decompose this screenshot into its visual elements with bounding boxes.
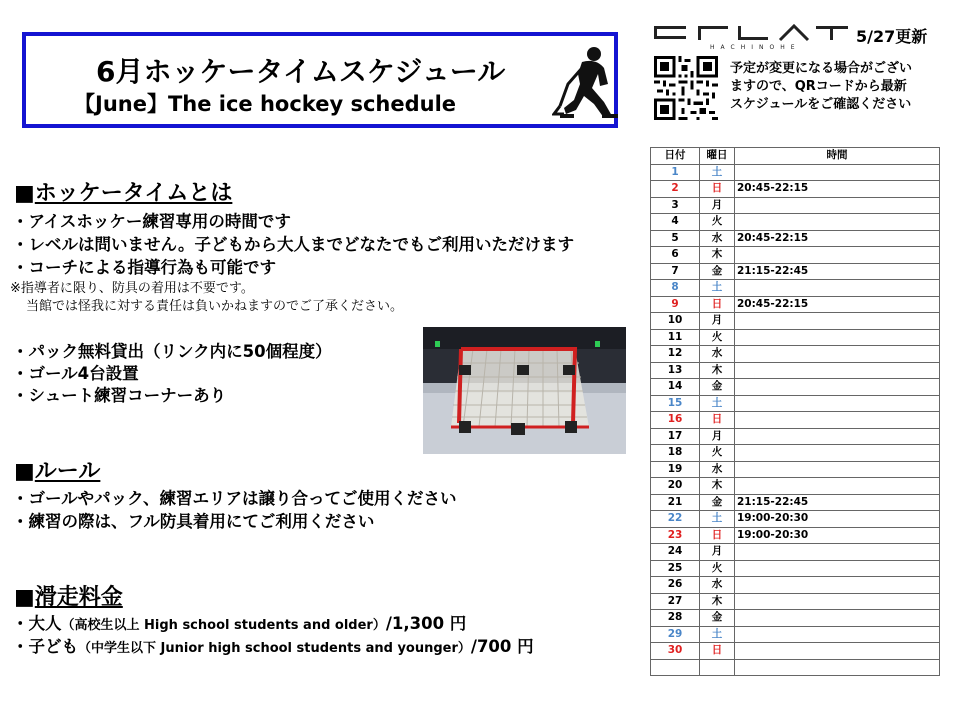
logo-subtitle: HACHINOHE [710, 44, 801, 51]
time-cell [735, 214, 940, 231]
fee-child [12, 633, 534, 657]
fee-adult [12, 610, 466, 634]
table-row [651, 428, 940, 445]
fee-adult-label: ・大人 [12, 614, 62, 633]
table-row [651, 511, 940, 528]
rules-heading [14, 454, 100, 485]
weekday-cell: 月 [700, 197, 735, 214]
about-heading-text: ホッケータイムとは [34, 181, 233, 206]
about-heading [14, 176, 232, 207]
date-cell: 5 [651, 230, 700, 247]
weekday-cell: 日 [700, 181, 735, 198]
table-row [651, 247, 940, 264]
logo-lettering-icon [654, 22, 850, 44]
about-note: ※指導者に限り、防具の着用は不要です。 [10, 281, 254, 296]
date-cell: 3 [651, 197, 700, 214]
date-cell: 16 [651, 412, 700, 429]
date-cell: 1 [651, 164, 700, 181]
table-row [651, 164, 940, 181]
date-cell: 30 [651, 643, 700, 660]
table-row [651, 313, 940, 330]
date-cell: 27 [651, 593, 700, 610]
weekday-cell: 木 [700, 478, 735, 495]
header-date: 日付 [651, 148, 700, 165]
table-row [651, 527, 940, 544]
date-cell: 23 [651, 527, 700, 544]
table-row [651, 478, 940, 495]
about-note: 当館では怪我に対する責任は負いかねますのでご了承ください。 [26, 299, 404, 314]
table-row [651, 296, 940, 313]
weekday-cell: 火 [700, 560, 735, 577]
date-cell: 14 [651, 379, 700, 396]
date-cell: 21 [651, 494, 700, 511]
about-line: ・アイスホッケー練習専用の時間です [12, 212, 291, 231]
fee-adult-note: （高校生以上 High school students and older） [61, 618, 386, 633]
time-cell [735, 313, 940, 330]
fee-child-note: （中学生以下 Junior high school students and younger） [78, 641, 471, 656]
time-cell [735, 445, 940, 462]
qr-code-icon[interactable] [654, 56, 718, 120]
weekday-cell: 火 [700, 329, 735, 346]
date-cell: 9 [651, 296, 700, 313]
date-cell: 4 [651, 214, 700, 231]
time-cell [735, 362, 940, 379]
date-cell: 26 [651, 577, 700, 594]
time-cell [735, 428, 940, 445]
time-cell [735, 346, 940, 363]
time-cell: 20:45-22:15 [735, 296, 940, 313]
fee-adult-price: /1,300 円 [385, 614, 467, 633]
schedule-table [650, 147, 940, 676]
time-cell [735, 280, 940, 297]
weekday-cell: 金 [700, 494, 735, 511]
table-row [651, 214, 940, 231]
weekday-cell: 日 [700, 296, 735, 313]
date-cell: 28 [651, 610, 700, 627]
weekday-cell: 土 [700, 164, 735, 181]
schedule-header-row [651, 148, 940, 165]
time-cell [735, 577, 940, 594]
weekday-cell: 木 [700, 362, 735, 379]
weekday-cell: 金 [700, 610, 735, 627]
feature-line: ・パック無料貸出（リンク内に50個程度） [12, 342, 332, 361]
weekday-cell: 金 [700, 263, 735, 280]
time-cell [735, 610, 940, 627]
rules-line: ・ゴールやパック、練習エリアは譲り合ってご使用ください [12, 489, 457, 508]
hockey-player-icon [552, 44, 624, 124]
table-row [651, 230, 940, 247]
header-weekday: 曜日 [700, 148, 735, 165]
weekday-cell: 土 [700, 626, 735, 643]
weekday-cell: 日 [700, 412, 735, 429]
date-cell: 19 [651, 461, 700, 478]
date-cell: 2 [651, 181, 700, 198]
fees-heading-text: 滑走料金 [34, 585, 123, 610]
table-row [651, 494, 940, 511]
table-row [651, 461, 940, 478]
table-row [651, 280, 940, 297]
table-row [651, 593, 940, 610]
hockey-goal-photo [423, 327, 626, 454]
table-row [651, 329, 940, 346]
fee-child-label: ・子ども [12, 637, 78, 656]
weekday-cell [700, 659, 735, 676]
time-cell [735, 164, 940, 181]
table-row [651, 197, 940, 214]
table-row [651, 659, 940, 676]
time-cell [735, 478, 940, 495]
time-cell [735, 643, 940, 660]
feature-line: ・シュート練習コーナーあり [12, 386, 227, 405]
weekday-cell: 土 [700, 280, 735, 297]
table-row [651, 412, 940, 429]
weekday-cell: 月 [700, 428, 735, 445]
weekday-cell: 水 [700, 230, 735, 247]
weekday-cell: 水 [700, 461, 735, 478]
fee-child-price: /700 円 [470, 637, 534, 656]
updated-date: 5/27更新 [856, 27, 928, 46]
weekday-cell: 水 [700, 577, 735, 594]
table-row [651, 643, 940, 660]
weekday-cell: 木 [700, 247, 735, 264]
time-cell: 20:45-22:15 [735, 230, 940, 247]
time-cell [735, 329, 940, 346]
date-cell: 12 [651, 346, 700, 363]
table-row [651, 379, 940, 396]
time-cell: 19:00-20:30 [735, 511, 940, 528]
time-cell [735, 560, 940, 577]
schedule-body [651, 164, 940, 676]
table-row [651, 544, 940, 561]
time-cell [735, 412, 940, 429]
page-subtitle: 【June】The ice hockey schedule [74, 92, 457, 116]
table-row [651, 610, 940, 627]
date-cell: 15 [651, 395, 700, 412]
date-cell: 6 [651, 247, 700, 264]
rules-line: ・練習の際は、フル防具着用にてご利用ください [12, 512, 375, 531]
time-cell: 19:00-20:30 [735, 527, 940, 544]
header-time: 時間 [735, 148, 940, 165]
table-row [651, 395, 940, 412]
table-row [651, 346, 940, 363]
date-cell: 25 [651, 560, 700, 577]
weekday-cell: 日 [700, 643, 735, 660]
heading-mark: ■ [14, 459, 35, 484]
table-row [651, 181, 940, 198]
table-row [651, 560, 940, 577]
table-row [651, 577, 940, 594]
date-cell: 8 [651, 280, 700, 297]
feature-line: ・ゴール4台設置 [12, 364, 139, 383]
heading-mark: ■ [14, 181, 35, 206]
time-cell [735, 626, 940, 643]
weekday-cell: 火 [700, 445, 735, 462]
time-cell [735, 593, 940, 610]
weekday-cell: 木 [700, 593, 735, 610]
date-cell: 22 [651, 511, 700, 528]
about-line: ・レベルは問いません。子どもから大人までどなたでもご利用いただけます [12, 235, 574, 254]
time-cell [735, 379, 940, 396]
weekday-cell: 月 [700, 544, 735, 561]
time-cell [735, 461, 940, 478]
about-line: ・コーチによる指導行為も可能です [12, 258, 276, 277]
date-cell: 18 [651, 445, 700, 462]
title-box [22, 32, 618, 128]
date-cell: 24 [651, 544, 700, 561]
fees-heading [14, 580, 123, 611]
weekday-cell: 土 [700, 511, 735, 528]
time-cell: 20:45-22:15 [735, 181, 940, 198]
time-cell [735, 395, 940, 412]
date-cell: 11 [651, 329, 700, 346]
weekday-cell: 月 [700, 313, 735, 330]
table-row [651, 362, 940, 379]
time-cell: 21:15-22:45 [735, 263, 940, 280]
time-cell [735, 544, 940, 561]
weekday-cell: 火 [700, 214, 735, 231]
date-cell [651, 659, 700, 676]
time-cell: 21:15-22:45 [735, 494, 940, 511]
weekday-cell: 日 [700, 527, 735, 544]
page-title: 6月ホッケータイムスケジュール [96, 55, 506, 88]
date-cell: 20 [651, 478, 700, 495]
update-notice: 予定が変更になる場合がござい ますので、QRコードから最新 スケジュールをご確認ください [730, 61, 913, 112]
weekday-cell: 水 [700, 346, 735, 363]
date-cell: 13 [651, 362, 700, 379]
flat-logo [654, 22, 850, 50]
date-cell: 29 [651, 626, 700, 643]
time-cell [735, 197, 940, 214]
table-row [651, 626, 940, 643]
time-cell [735, 247, 940, 264]
table-row [651, 445, 940, 462]
rules-heading-text: ルール [34, 459, 101, 484]
date-cell: 17 [651, 428, 700, 445]
heading-mark: ■ [14, 585, 35, 610]
date-cell: 7 [651, 263, 700, 280]
date-cell: 10 [651, 313, 700, 330]
weekday-cell: 金 [700, 379, 735, 396]
weekday-cell: 土 [700, 395, 735, 412]
time-cell [735, 659, 940, 676]
table-row [651, 263, 940, 280]
